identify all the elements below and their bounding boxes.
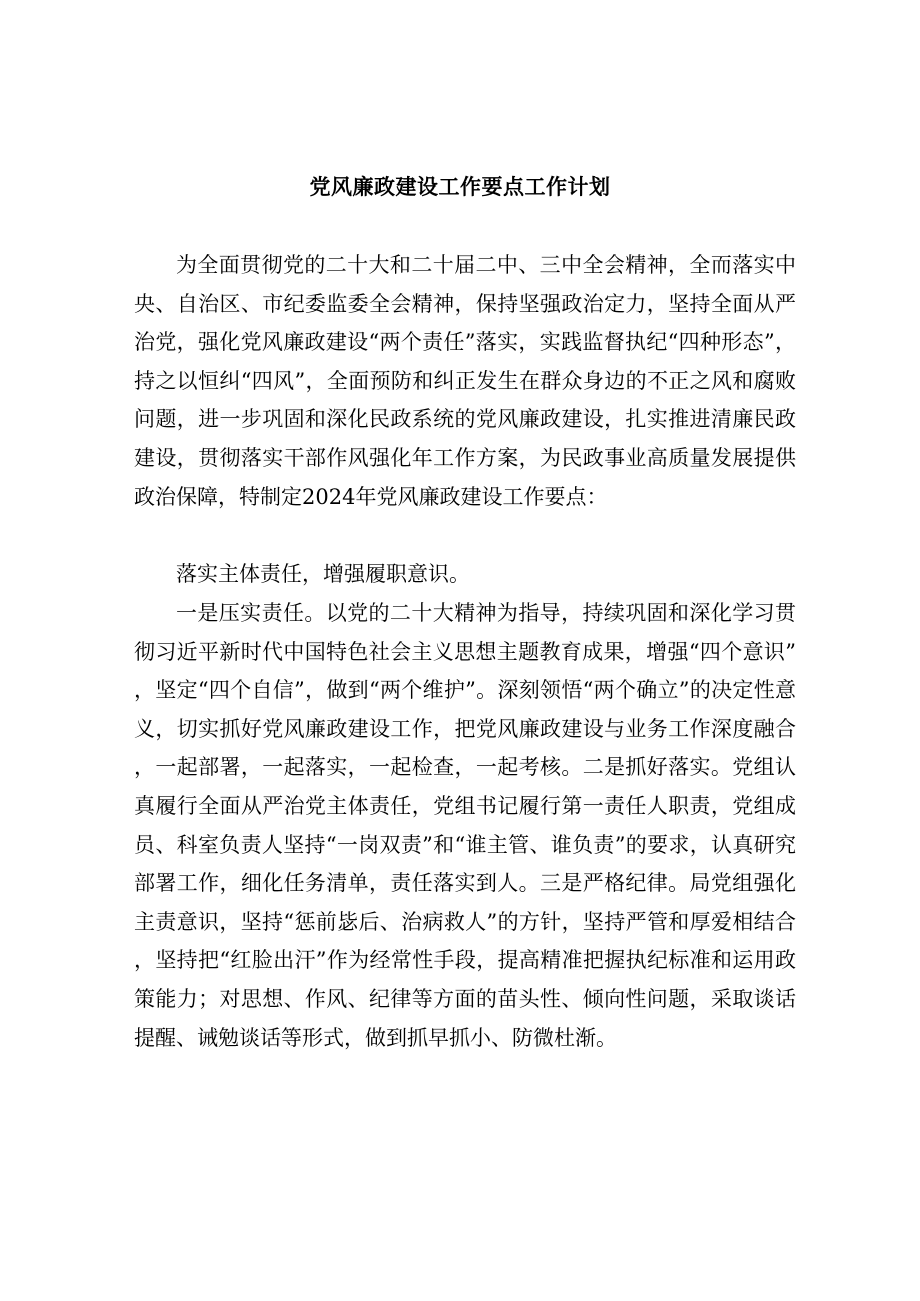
intro-paragraph: 为全面贯彻党的二十大和二十届二中、三中全会精神，全而落实中央、自治区、市纪委监委全会精神，保持坚强政治定力，坚持全面从严治党，强化党风廉政建设“两个责任”落实，实践监督执纪“四种形态”，持之以恒纠“四风”，全面预防和纠正发生在群众身边的不正之风和腐败问题，进一步巩固和深化民政系统的党风廉政建设，扎实推进清廉民政建设，贯彻落实干部作风强化年工作方案，为民政事业高质量发展提供政治保障，特制定2024年党风廉政建设工作要点： <box>134 253 796 509</box>
section-heading-paragraph: 落实主体责任，增强履职意识。 <box>176 562 470 586</box>
responsibility-paragraph: 一是压实责任。以党的二十大精神为指导，持续巩固和深化学习贯彻习近平新时代中国特色社会主义思想主题教育成果，增强“四个意识”，坚定“四个自信”，做到“两个维护”。深刻领悟“两个确立”的决定性意义，切实抓好党风廉政建设工作，把党风廉政建设与业务工作深度融合，一起部署，一起落实，一起检查，一起考核。二是抓好落实。党组认真履行全面从严治党主体责任，党组书记履行第一责任人职责，党组成员、科室负责人坚持“一岗双责”和“谁主管、谁负责”的要求，认真研究部署工作，细化任务清单，责任落实到人。三是严格纪律。局党组强化主责意识，坚持“惩前毖后、治病救人”的方针，坚持严管和厚爱相结合，坚持把“红脸出汗”作为经常性手段，提高精准把握执纪标准和运用政策能力；对思想、作风、纪律等方面的苗头性、倾向性问题，采取谈话提醒、诫勉谈话等形式，做到抓早抓小、防微杜渐。 <box>134 601 796 1050</box>
document-title: 党风廉政建设工作要点工作计划 <box>309 175 611 199</box>
